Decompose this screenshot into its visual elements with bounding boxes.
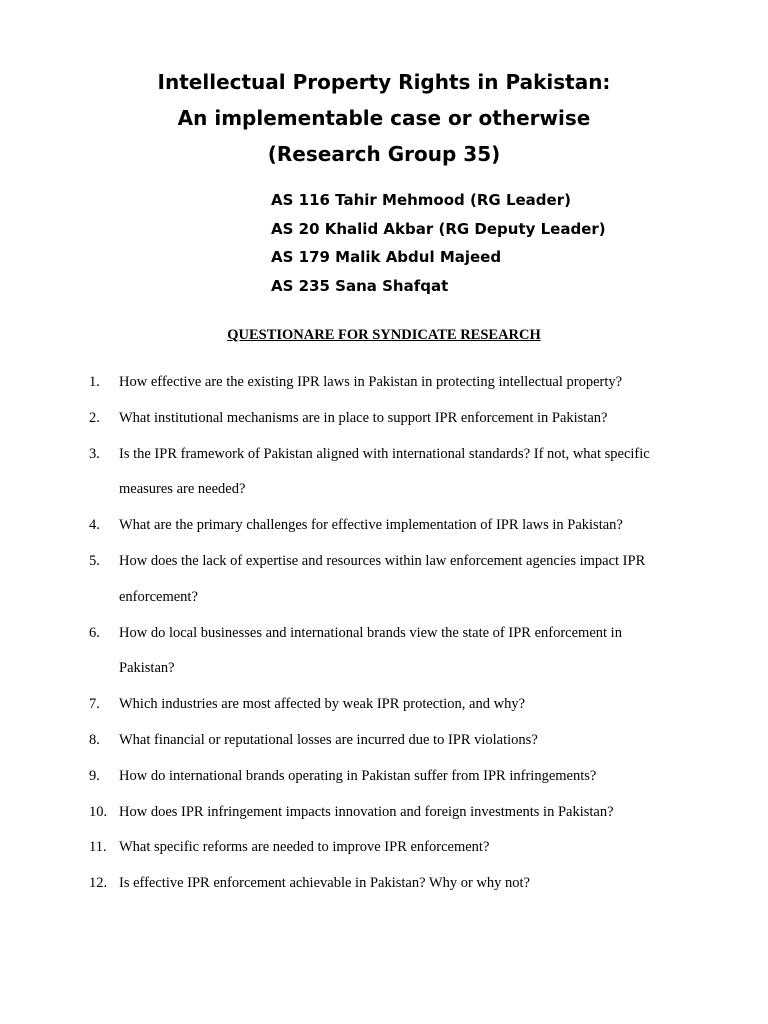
question-text: How does IPR infringement impacts innovation and foreign investments in Pakistan?	[119, 803, 614, 820]
author-item: AS 116 Tahir Mehmood (RG Leader)	[271, 191, 571, 209]
question-number: 6.	[89, 624, 100, 641]
question-text: How do local businesses and international brands view the state of IPR enforcement in Pakistan?	[119, 624, 622, 677]
author-item: AS 235 Sana Shafqat	[271, 277, 449, 296]
question-number: 2.	[89, 409, 100, 426]
question-item	[0, 866, 768, 902]
question-item	[0, 544, 768, 616]
question-text: Which industries are most affected by weak IPR protection, and why?	[119, 696, 526, 713]
question-item	[0, 437, 768, 509]
question-number: 11.	[89, 839, 107, 856]
question-item	[0, 723, 768, 759]
question-item	[0, 687, 768, 723]
section-heading: QUESTIONARE FOR SYNDICATE RESEARCH	[227, 327, 541, 343]
question-text: How does the lack of expertise and resources within law enforcement agencies impact IPR enforcement?	[119, 552, 646, 605]
title-line-3: (Research Group 35)	[267, 142, 501, 166]
question-number: 4.	[89, 517, 100, 534]
document-title	[0, 64, 768, 172]
title-line-1: Intellectual Property Rights in Pakistan:	[157, 70, 611, 94]
question-number: 1.	[89, 374, 100, 390]
question-number: 8.	[89, 731, 100, 748]
title-line-2: An implementable case or otherwise	[177, 106, 591, 130]
question-number: 3.	[89, 445, 100, 462]
question-text: How effective are the existing IPR laws in Pakistan in protecting intellectual property?	[119, 374, 623, 390]
question-number: 5.	[89, 552, 100, 569]
question-text: How do international brands operating in Pakistan suffer from IPR infringements?	[119, 767, 597, 784]
question-text: Is the IPR framework of Pakistan aligned with international standards? If not, what specific measures are needed?	[119, 445, 650, 498]
question-number: 9.	[89, 767, 100, 784]
question-list	[0, 365, 768, 902]
author-item: AS 179 Malik Abdul Majeed	[271, 248, 502, 267]
question-text: Is effective IPR enforcement achievable in Pakistan? Why or why not?	[119, 875, 530, 892]
author-item: AS 20 Khalid Akbar (RG Deputy Leader)	[271, 219, 606, 238]
question-number: 10.	[89, 803, 108, 820]
question-text: What financial or reputational losses are incurred due to IPR violations?	[119, 731, 538, 748]
question-number: 12.	[89, 875, 108, 892]
question-item	[0, 830, 768, 866]
question-item	[0, 795, 768, 831]
question-item	[0, 616, 768, 688]
question-text: What specific reforms are needed to improve IPR enforcement?	[119, 839, 490, 856]
question-item	[0, 508, 768, 544]
author-list	[271, 186, 606, 301]
question-number: 7.	[89, 696, 100, 713]
question-text: What are the primary challenges for effective implementation of IPR laws in Pakistan?	[119, 517, 623, 534]
question-text: What institutional mechanisms are in place to support IPR enforcement in Pakistan?	[119, 409, 608, 426]
question-item	[0, 365, 768, 401]
question-item	[0, 759, 768, 795]
question-item	[0, 401, 768, 437]
